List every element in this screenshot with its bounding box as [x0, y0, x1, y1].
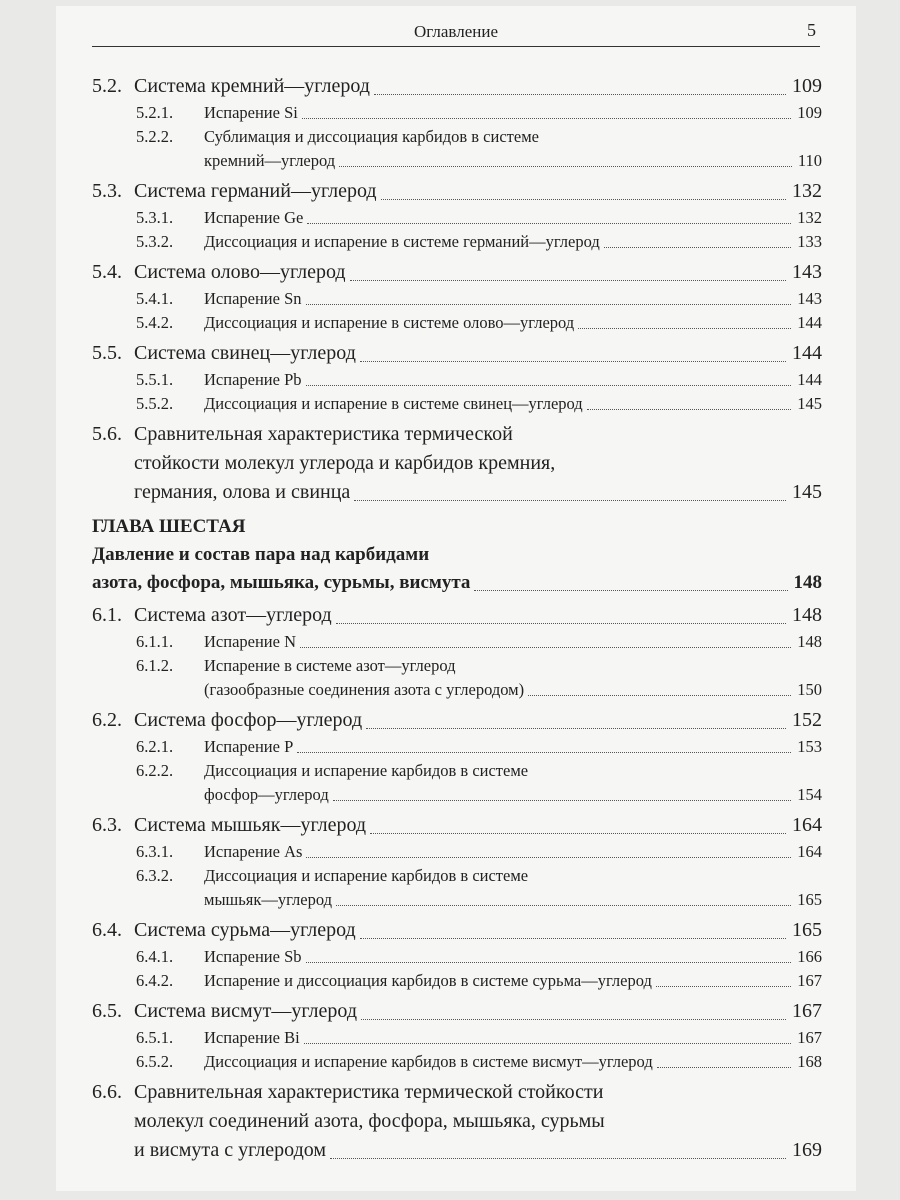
toc-entry-title: Испарение Ge: [204, 208, 304, 227]
toc-entry-number: 6.4.: [92, 919, 122, 941]
toc-entry-page: 145: [793, 392, 822, 416]
toc-entry-title: Испарение Si: [204, 103, 298, 122]
table-of-contents: [92, 68, 822, 1165]
toc-entry-number: 6.4.2.: [136, 971, 174, 990]
toc-entry-title: и висмута с углеродом: [134, 1139, 327, 1161]
toc-entry-page: 150: [793, 678, 822, 702]
toc-entry-page: 167: [793, 1026, 822, 1050]
toc-entry-title: Испарение и диссоциация карбидов в системе сурьма—углерод: [204, 971, 652, 990]
toc-entry-title: (газообразные соединения азота с углеродом): [204, 680, 525, 699]
toc-entry-page: 166: [793, 945, 822, 969]
toc-entry: [92, 969, 822, 993]
toc-entry-number: 6.1.: [92, 604, 122, 626]
toc-entry: [92, 654, 822, 678]
toc-entry-title: Система азот—углерод: [134, 604, 332, 626]
chapter-title: ГЛАВА ШЕСТАЯ: [92, 516, 246, 537]
toc-entry-title: Система кремний—углерод: [134, 75, 370, 97]
toc-entry-page: 153: [793, 735, 822, 759]
toc-entry-page: 133: [793, 230, 822, 254]
toc-entry-title: Сравнительная характеристика термической: [134, 423, 513, 445]
toc-entry-number: 5.2.: [92, 75, 122, 97]
toc-entry-number: 6.2.2.: [136, 761, 174, 780]
toc-entry: [92, 311, 822, 335]
toc-entry: [92, 206, 822, 230]
toc-entry: [92, 916, 822, 945]
toc-entry: [92, 392, 822, 416]
toc-entry-page: 165: [788, 916, 822, 945]
toc-entry-title: мышьяк—углерод: [204, 890, 333, 909]
toc-entry-number: 5.3.: [92, 180, 122, 202]
toc-entry-page: 144: [793, 311, 822, 335]
dot-leader: [306, 962, 792, 963]
toc-entry: [92, 678, 822, 702]
toc-entry-title: Испарение Sn: [204, 289, 302, 308]
toc-entry-page: 154: [793, 783, 822, 807]
dot-leader: [306, 857, 791, 858]
toc-entry-title: Диссоциация и испарение карбидов в системе висмут—углерод: [204, 1052, 653, 1071]
toc-entry: [92, 101, 822, 125]
toc-entry-page: 109: [788, 72, 822, 101]
toc-entry: [92, 368, 822, 392]
toc-entry-page: 110: [794, 149, 822, 173]
toc-entry: [92, 706, 822, 735]
toc-entry-page: 132: [793, 206, 822, 230]
toc-entry: [92, 997, 822, 1026]
toc-entry-title: Диссоциация и испарение в системе свинец—углерод: [204, 394, 583, 413]
running-head-title: Оглавление: [414, 22, 498, 41]
toc-entry-number: 6.3.1.: [136, 842, 174, 861]
toc-entry-number: 5.5.1.: [136, 370, 174, 389]
toc-entry: [92, 449, 822, 478]
dot-leader: [366, 728, 786, 729]
book-page: [56, 6, 856, 1191]
toc-entry-number: 6.5.2.: [136, 1052, 174, 1071]
toc-entry-title: Сублимация и диссоциация карбидов в системе: [204, 127, 539, 146]
dot-leader: [339, 166, 792, 167]
toc-entry-page: 144: [793, 368, 822, 392]
page-number: 5: [807, 20, 816, 40]
toc-entry-title: Испарение P: [204, 737, 294, 756]
running-head: [92, 16, 820, 47]
toc-entry: [92, 1078, 822, 1107]
toc-entry: [92, 339, 822, 368]
dot-leader: [306, 385, 792, 386]
toc-entry-number: 5.4.2.: [136, 313, 174, 332]
toc-entry-title: германия, олова и свинца: [134, 481, 351, 503]
toc-entry-number: 6.1.2.: [136, 656, 174, 675]
toc-entry-number: 5.3.2.: [136, 232, 174, 251]
toc-entry-number: 5.2.2.: [136, 127, 174, 146]
toc-entry: [92, 478, 822, 507]
toc-entry-title: Испарение в системе азот—углерод: [204, 656, 456, 675]
dot-leader: [360, 938, 786, 939]
toc-entry-title: Испарение As: [204, 842, 303, 861]
toc-entry: [92, 811, 822, 840]
dot-leader: [307, 223, 791, 224]
dot-leader: [361, 1019, 786, 1020]
toc-entry: [92, 945, 822, 969]
dot-leader: [330, 1158, 786, 1159]
dot-leader: [354, 500, 786, 501]
toc-entry: [92, 1136, 822, 1165]
toc-entry: [92, 230, 822, 254]
dot-leader: [381, 199, 786, 200]
toc-entry-title: Система фосфор—углерод: [134, 709, 363, 731]
toc-entry-title: фосфор—углерод: [204, 785, 329, 804]
toc-entry-title: Система сурьма—углерод: [134, 919, 356, 941]
toc-entry-title: Испарение Bi: [204, 1028, 300, 1047]
dot-leader: [528, 695, 791, 696]
toc-entry-number: 6.5.1.: [136, 1028, 174, 1047]
toc-entry: [92, 177, 822, 206]
toc-entry-number: 6.4.1.: [136, 947, 174, 966]
toc-entry: [92, 888, 822, 912]
toc-entry-number: 5.4.: [92, 261, 122, 283]
toc-block-chapter-5: [92, 72, 822, 507]
toc-entry-number: 6.3.2.: [136, 866, 174, 885]
toc-entry-page: 109: [793, 101, 822, 125]
toc-entry-title: Система мышьяк—углерод: [134, 814, 367, 836]
toc-entry-page: 145: [788, 478, 822, 507]
toc-entry: [92, 783, 822, 807]
toc-entry: [92, 735, 822, 759]
toc-entry-title: Диссоциация и испарение в системе олово—углерод: [204, 313, 575, 332]
toc-entry: [92, 840, 822, 864]
toc-entry-title: Система олово—углерод: [134, 261, 346, 283]
toc-entry: [92, 759, 822, 783]
dot-leader: [656, 986, 791, 987]
toc-entry: [92, 149, 822, 173]
toc-entry-title: стойкости молекул углерода и карбидов кремния,: [134, 452, 556, 474]
dot-leader: [336, 905, 791, 906]
toc-entry-number: 5.2.1.: [136, 103, 174, 122]
toc-entry-page: 143: [793, 287, 822, 311]
dot-leader: [578, 328, 791, 329]
toc-entry-page: 164: [788, 811, 822, 840]
toc-entry-page: 132: [788, 177, 822, 206]
toc-entry-title: Система свинец—углерод: [134, 342, 356, 364]
toc-entry-title: Диссоциация и испарение карбидов в системе: [204, 761, 529, 780]
toc-entry: [92, 125, 822, 149]
toc-entry-page: 167: [788, 997, 822, 1026]
dot-leader: [370, 833, 786, 834]
toc-entry-page: 165: [793, 888, 822, 912]
toc-entry-number: 5.3.1.: [136, 208, 174, 227]
toc-entry-page: 168: [793, 1050, 822, 1074]
toc-entry: [92, 420, 822, 449]
toc-entry-title: молекул соединений азота, фосфора, мышьяка, сурьмы: [134, 1110, 605, 1132]
chapter-subtitle-text: азота, фосфора, мышьяка, сурьмы, висмута: [92, 572, 471, 593]
toc-entry-page: 169: [788, 1136, 822, 1165]
toc-entry-page: 144: [788, 339, 822, 368]
toc-entry-number: 6.1.1.: [136, 632, 174, 651]
toc-entry-number: 5.4.1.: [136, 289, 174, 308]
toc-entry-number: 5.5.2.: [136, 394, 174, 413]
chapter-subtitle-line-2: [92, 569, 822, 597]
toc-entry: [92, 601, 822, 630]
toc-entry-number: 6.6.: [92, 1081, 122, 1103]
toc-entry-page: 167: [793, 969, 822, 993]
dot-leader: [604, 247, 791, 248]
chapter-page: 148: [790, 569, 823, 597]
toc-entry-title: Диссоциация и испарение в системе германий—углерод: [204, 232, 600, 251]
chapter-subtitle-line-1: Давление и состав пара над карбидами: [92, 544, 430, 565]
toc-entry-title: Система висмут—углерод: [134, 1000, 357, 1022]
toc-entry-title: Испарение N: [204, 632, 296, 651]
toc-entry-number: 6.2.1.: [136, 737, 174, 756]
toc-entry: [92, 864, 822, 888]
toc-entry-number: 6.5.: [92, 1000, 122, 1022]
dot-leader: [360, 361, 786, 362]
dot-leader: [306, 304, 792, 305]
dot-leader: [304, 1043, 792, 1044]
toc-entry-title: Испарение Sb: [204, 947, 302, 966]
toc-entry-title: Система германий—углерод: [134, 180, 377, 202]
toc-entry-title: кремний—углерод: [204, 151, 336, 170]
dot-leader: [297, 752, 791, 753]
dot-leader: [333, 800, 792, 801]
dot-leader: [300, 647, 791, 648]
toc-block-chapter-6: [92, 601, 822, 1165]
dot-leader: [657, 1067, 792, 1068]
toc-entry-page: 152: [788, 706, 822, 735]
dot-leader: [474, 590, 787, 591]
toc-entry-title: Испарение Pb: [204, 370, 302, 389]
toc-entry: [92, 258, 822, 287]
dot-leader: [336, 623, 786, 624]
toc-entry-number: 6.3.: [92, 814, 122, 836]
toc-entry-number: 6.2.: [92, 709, 122, 731]
dot-leader: [374, 94, 786, 95]
dot-leader: [350, 280, 786, 281]
toc-entry: [92, 72, 822, 101]
toc-entry-page: 143: [788, 258, 822, 287]
toc-entry: [92, 287, 822, 311]
toc-entry-title: Диссоциация и испарение карбидов в системе: [204, 866, 529, 885]
toc-entry-title: Сравнительная характеристика термической стойкости: [134, 1081, 604, 1103]
dot-leader: [587, 409, 792, 410]
toc-entry-page: 164: [793, 840, 822, 864]
toc-entry-page: 148: [793, 630, 822, 654]
toc-entry-number: 5.6.: [92, 423, 122, 445]
toc-entry: [92, 1107, 822, 1136]
toc-entry: [92, 630, 822, 654]
toc-entry-number: 5.5.: [92, 342, 122, 364]
dot-leader: [302, 118, 791, 119]
toc-entry: [92, 1050, 822, 1074]
toc-entry-page: 148: [788, 601, 822, 630]
toc-entry: [92, 1026, 822, 1050]
